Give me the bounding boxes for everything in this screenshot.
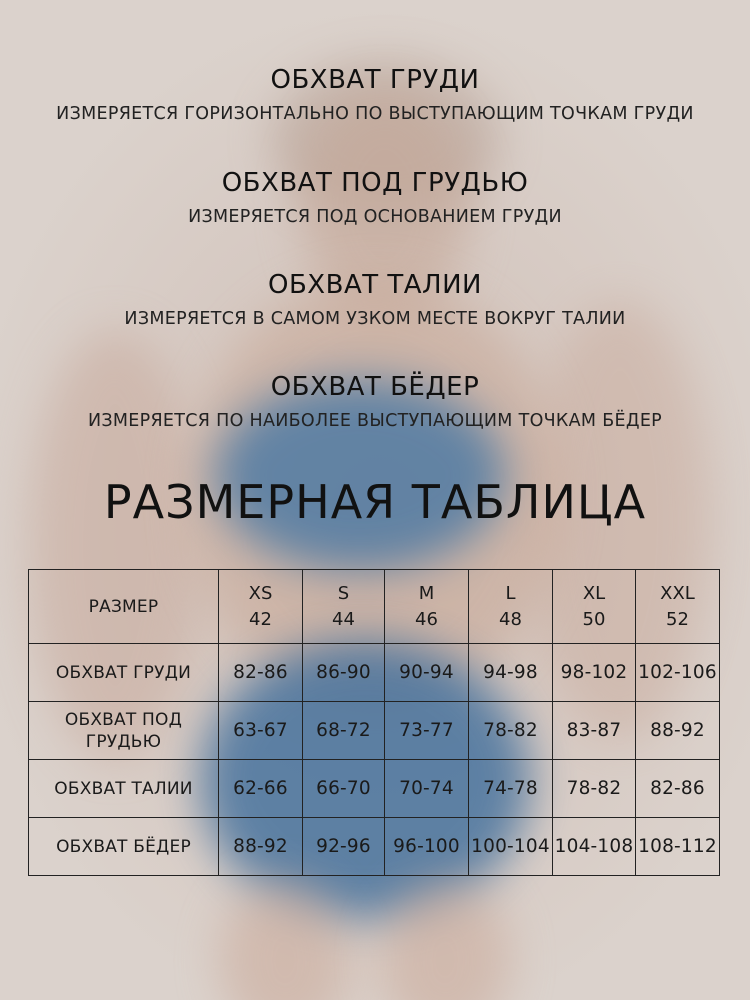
size-code: XXL: [660, 582, 695, 604]
table-cell: 78-82: [553, 760, 636, 818]
table-cell: 83-87: [553, 702, 636, 760]
section-waist: [0, 269, 750, 331]
table-cell: 68-72: [303, 702, 385, 760]
size-column-xs: [219, 570, 303, 644]
size-column-xl: [553, 570, 636, 644]
row-label-line: ОБХВАТ ПОД: [64, 709, 183, 730]
size-column-l: [469, 570, 553, 644]
size-number: 42: [249, 608, 272, 630]
section-description: ИЗМЕРЯЕТСЯ ПОД ОСНОВАНИЕМ ГРУДИ: [188, 207, 562, 227]
table-cell: 86-90: [303, 644, 385, 702]
table-cell: 94-98: [469, 644, 553, 702]
header-size-label-text: РАЗМЕР: [88, 596, 159, 617]
table-row-underbust: [29, 702, 720, 760]
size-code: S: [337, 582, 350, 604]
table-cell: 96-100: [385, 818, 469, 876]
section-description: ИЗМЕРЯЕТСЯ В САМОМ УЗКОМ МЕСТЕ ВОКРУГ ТАЛИИ: [124, 309, 626, 329]
section-description: ИЗМЕРЯЕТСЯ ГОРИЗОНТАЛЬНО ПО ВЫСТУПАЮЩИМ ТОЧКАМ ГРУДИ: [56, 104, 694, 124]
table-cell: 78-82: [469, 702, 553, 760]
table-cell: 100-104: [469, 818, 553, 876]
table-cell: 82-86: [636, 760, 720, 818]
table-header-row: [29, 570, 720, 644]
size-code: L: [505, 582, 516, 604]
size-number: 46: [415, 608, 438, 630]
size-number: 44: [332, 608, 355, 630]
size-column-xxl: [636, 570, 720, 644]
size-number: 50: [582, 608, 606, 630]
row-label-line: ГРУДЬЮ: [85, 731, 162, 752]
size-table-title: РАЗМЕРНАЯ ТАБЛИЦА: [103, 475, 647, 529]
table-cell: 73-77: [385, 702, 469, 760]
section-bust: [0, 64, 750, 126]
row-label: ОБХВАТ ГРУДИ: [29, 644, 219, 702]
table-row-waist: [29, 760, 720, 818]
section-underbust: [0, 167, 750, 229]
header-size-label: [29, 570, 219, 644]
section-title: ОБХВАТ БЁДЕР: [270, 372, 480, 402]
size-code: XS: [248, 582, 273, 604]
table-cell: 70-74: [385, 760, 469, 818]
size-table: [28, 569, 720, 876]
table-cell: 62-66: [219, 760, 303, 818]
section-title: ОБХВАТ ГРУДИ: [270, 65, 480, 95]
table-cell: 90-94: [385, 644, 469, 702]
table-cell: 63-67: [219, 702, 303, 760]
table-row-hips: [29, 818, 720, 876]
table-cell: 92-96: [303, 818, 385, 876]
table-cell: 88-92: [219, 818, 303, 876]
row-label: ОБХВАТ БЁДЕР: [29, 818, 219, 876]
size-number: 52: [666, 608, 689, 630]
table-cell: 88-92: [636, 702, 720, 760]
section-description: ИЗМЕРЯЕТСЯ ПО НАИБОЛЕЕ ВЫСТУПАЮЩИМ ТОЧКАМ БЁДЕР: [87, 411, 663, 431]
table-cell: 104-108: [553, 818, 636, 876]
table-cell: 66-70: [303, 760, 385, 818]
size-number: 48: [499, 608, 522, 630]
size-column-s: [303, 570, 385, 644]
table-cell: 74-78: [469, 760, 553, 818]
size-code: M: [418, 582, 435, 604]
table-cell: 108-112: [636, 818, 720, 876]
table-cell: 82-86: [219, 644, 303, 702]
section-title: ОБХВАТ ПОД ГРУДЬЮ: [221, 168, 529, 198]
row-label: [29, 702, 219, 760]
table-row-bust: [29, 644, 720, 702]
section-hips: [0, 371, 750, 433]
table-cell: 98-102: [553, 644, 636, 702]
table-cell: 102-106: [636, 644, 720, 702]
size-column-m: [385, 570, 469, 644]
section-title: ОБХВАТ ТАЛИИ: [268, 270, 482, 300]
size-code: XL: [582, 582, 606, 604]
row-label: ОБХВАТ ТАЛИИ: [29, 760, 219, 818]
